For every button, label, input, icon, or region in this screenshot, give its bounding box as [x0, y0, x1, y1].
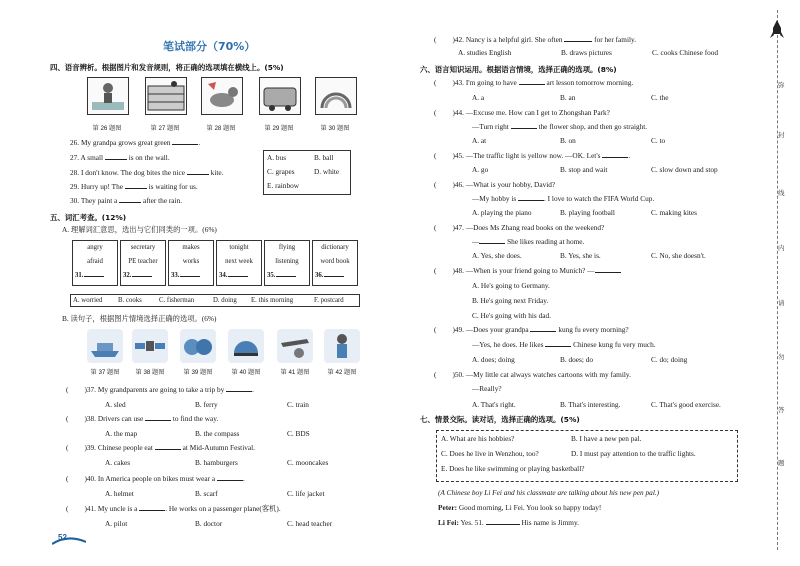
answer-blank[interactable]	[145, 420, 171, 421]
question-50: ( )50. —My little cat always watches cartoons with my family.	[434, 370, 631, 379]
wall-icon	[146, 78, 186, 114]
q46-option-a[interactable]: A. playing the piano	[472, 208, 532, 217]
q49-option-c[interactable]: C. do; doing	[651, 355, 688, 364]
q37-option-a[interactable]: A. sled	[105, 400, 126, 409]
word-bank	[70, 294, 360, 307]
answer-blank[interactable]	[595, 272, 621, 273]
binding-margin-line	[777, 10, 778, 550]
picture-q29	[259, 77, 301, 115]
vocab-group-34: tonight next week 34.	[216, 240, 262, 286]
picture-q30	[315, 77, 357, 115]
dialog-option-b: B. I have a new pen pal.	[571, 434, 642, 443]
question-26: 26. My grandpa grows great green .	[70, 138, 201, 147]
helmet-illustration	[228, 329, 264, 363]
question-30: 30. They paint a after the rain.	[70, 196, 183, 205]
question-44: ( )44. —Excuse me. How can I get to Zhongshan Park?	[434, 108, 610, 117]
vocab-group-32: secretary PE teacher 32.	[120, 240, 166, 286]
q45-option-b[interactable]: B. stop and wait	[560, 165, 608, 174]
question-45: ( )45. —The traffic light is yellow now. —OK. Let's .	[434, 151, 631, 160]
option-d: D. white	[314, 167, 340, 176]
caption-q29: 第 29 题图	[264, 125, 294, 132]
q40-option-c[interactable]: C. life jacket	[287, 489, 325, 498]
section-4-heading: 四、语音辨析。根据图片和发音规则，将正确的选项填在横线上。(5%)	[50, 63, 284, 72]
question-37: ( )37. My grandparents are going to take a trip by .	[66, 385, 254, 394]
q39-option-b[interactable]: B. hamburgers	[195, 458, 238, 467]
answer-blank[interactable]	[545, 346, 571, 347]
answer-blank[interactable]	[132, 276, 152, 277]
answer-blank[interactable]	[84, 276, 104, 277]
page-number: 52	[58, 533, 67, 542]
answer-blank[interactable]	[530, 331, 556, 332]
question-29: 29. Hurry up! The is waiting for us.	[70, 182, 198, 191]
answer-blank[interactable]	[139, 510, 165, 511]
option-c: C. grapes	[267, 167, 295, 176]
question-38: ( )38. Drivers can use to find the way.	[66, 414, 219, 423]
margin-char-1: 弥	[778, 81, 785, 89]
margin-char-8: 题	[778, 459, 785, 467]
answer-blank[interactable]	[276, 276, 296, 277]
caption-q37: 第 37 题图	[90, 369, 120, 376]
satellite-icon	[132, 329, 168, 363]
word-option-c: C. fisherman	[159, 297, 195, 304]
helmet-icon	[228, 329, 264, 363]
q46-option-b[interactable]: B. playing football	[560, 208, 615, 217]
caption-q28: 第 28 题图	[206, 125, 236, 132]
picture-q26	[87, 77, 129, 115]
right-page	[400, 0, 800, 566]
dog-icon	[202, 78, 242, 114]
answer-blank[interactable]	[217, 480, 243, 481]
q50-option-c[interactable]: C. That's good exercise.	[651, 400, 721, 409]
answer-blank[interactable]	[479, 243, 505, 244]
rocket-icon	[770, 20, 784, 40]
q39-option-c[interactable]: C. mooncakes	[287, 458, 329, 467]
q45-option-a[interactable]: A. go	[472, 165, 489, 174]
question-40: ( )40. In America people on bikes must wear a .	[66, 474, 245, 483]
margin-char-6: 勿	[778, 353, 785, 361]
part-b-heading: B. 读句子，根据图片情境选择正确的选项。(6%)	[62, 314, 217, 323]
q37-option-c[interactable]: C. train	[287, 400, 309, 409]
q39-option-a[interactable]: A. cakes	[105, 458, 131, 467]
q47-option-a[interactable]: A. Yes, she does.	[472, 251, 522, 260]
answer-blank[interactable]	[155, 449, 181, 450]
page-number-swoosh-icon	[52, 534, 86, 548]
answer-blank[interactable]	[324, 276, 344, 277]
q50-option-b[interactable]: B. That's interesting.	[560, 400, 621, 409]
answer-blank[interactable]	[228, 276, 248, 277]
answer-blank[interactable]	[602, 157, 628, 158]
q49-option-a[interactable]: A. does; doing	[472, 355, 515, 364]
word-option-a: A. worried	[73, 297, 103, 304]
margin-char-7: 答	[778, 406, 785, 414]
q37-option-b[interactable]: B. ferry	[195, 400, 218, 409]
caption-q26: 第 26 题图	[92, 125, 122, 132]
margin-char-2: 封	[778, 131, 785, 139]
answer-blank[interactable]	[511, 128, 537, 129]
cooking-girl-icon	[324, 329, 360, 363]
q44-option-a[interactable]: A. at	[472, 136, 487, 145]
caption-q39: 第 39 题图	[183, 369, 213, 376]
q40-option-b[interactable]: B. scarf	[195, 489, 218, 498]
vocab-group-35: flying listening 35.	[264, 240, 310, 286]
vocab-group-36: dictionary word book 36.	[312, 240, 358, 286]
question-39: ( )39. Chinese people eat at Mid-Autumn Festival.	[66, 443, 255, 452]
margin-char-3: 线	[778, 189, 785, 197]
pilot-icon	[277, 329, 313, 363]
answer-blank[interactable]	[180, 276, 200, 277]
q42-option-a[interactable]: A. studies English	[458, 48, 512, 57]
mooncakes-icon	[180, 329, 216, 363]
dialog-line-lifei: Li Fei: Yes. 51. His name is Jimmy.	[438, 518, 579, 527]
caption-q40: 第 40 题图	[231, 369, 261, 376]
part-a-heading: A. 理解词汇意思，选出与它们同类的一项。(6%)	[62, 225, 217, 234]
picture-q27	[145, 77, 187, 115]
question-47-reply: — She likes reading at home.	[472, 237, 585, 246]
question-44-reply: —Turn right the flower shop, and then go straight.	[472, 122, 648, 131]
vocab-group-33: makes works 33.	[168, 240, 214, 286]
word-option-d: D. doing	[213, 297, 237, 304]
q47-option-c[interactable]: C. No, she doesn't.	[651, 251, 706, 260]
q42-option-b[interactable]: B. draws pictures	[561, 48, 612, 57]
question-42: ( )42. Nancy is a helpful girl. She often for her family.	[434, 35, 637, 44]
question-47: ( )47. —Does Ms Zhang read books on the weekend?	[434, 223, 605, 232]
ferry-illustration	[87, 329, 123, 363]
caption-q42: 第 42 题图	[327, 369, 357, 376]
question-46: ( )46. —What is your hobby, David?	[434, 180, 556, 189]
q44-option-b[interactable]: B. on	[560, 136, 576, 145]
answer-blank[interactable]	[125, 188, 147, 189]
answer-blank[interactable]	[486, 524, 520, 525]
option-e: E. rainbow	[267, 181, 300, 190]
caption-q38: 第 38 题图	[135, 369, 165, 376]
section-5-heading: 五、词汇考查。(12%)	[50, 213, 127, 222]
cooking-illustration	[324, 329, 360, 363]
q38-option-b[interactable]: B. the compass	[195, 429, 240, 438]
answer-blank[interactable]	[172, 144, 198, 145]
caption-q41: 第 41 题图	[280, 369, 310, 376]
rainbow-painting-icon	[316, 78, 356, 114]
word-option-e: E. this morning	[251, 297, 294, 304]
pilot-illustration	[277, 329, 313, 363]
q43-option-c[interactable]: C. the	[651, 93, 669, 102]
caption-q27: 第 27 题图	[150, 125, 180, 132]
answer-blank[interactable]	[518, 200, 544, 201]
question-49: ( )49. —Does your grandpa kung fu every morning?	[434, 325, 629, 334]
question-28: 28. I don't know. The dog bites the nice kite.	[70, 168, 224, 177]
answer-blank[interactable]	[119, 202, 141, 203]
q43-option-b[interactable]: B. an	[560, 93, 576, 102]
q47-option-b[interactable]: B. Yes, she is.	[560, 251, 601, 260]
dialog-option-a: A. What are his hobbies?	[441, 434, 515, 443]
mooncakes-illustration	[180, 329, 216, 363]
q38-option-c[interactable]: C. BDS	[287, 429, 310, 438]
q48-option-b[interactable]: B. He's going next Friday.	[472, 296, 549, 305]
q48-option-c[interactable]: C. He's going with his dad.	[472, 311, 551, 320]
dialog-line-peter: Peter: Good morning, Li Fei. You look so happy today!	[438, 503, 602, 512]
q49-option-b[interactable]: B. does; do	[560, 355, 594, 364]
q43-option-a[interactable]: A. a	[472, 93, 485, 102]
question-43: ( )43. I'm going to have art lesson tomorrow morning.	[434, 78, 634, 87]
picture-q28	[201, 77, 243, 115]
dialog-options-box	[436, 430, 738, 482]
question-49-reply: —Yes, he does. He likes Chinese kung fu very much.	[472, 340, 656, 349]
question-50-reply: —Really?	[472, 384, 502, 393]
answer-blank[interactable]	[105, 159, 127, 160]
question-48: ( )48. —When is your friend going to Munich? —	[434, 266, 621, 275]
margin-char-4: 内	[778, 244, 785, 252]
dialog-context: (A Chinese boy Li Fei and his classmate are talking about his new pen pal.)	[438, 488, 660, 497]
dialog-option-c: C. Does he live in Wenzhou, too?	[441, 449, 539, 458]
section-6-heading: 六、语言知识运用。根据语言情境，选择正确的选项。(8%)	[420, 65, 617, 74]
grandpa-garden-icon	[88, 78, 128, 114]
dialog-option-d: D. I must pay attention to the traffic lights.	[571, 449, 696, 458]
word-option-f: F. postcard	[314, 297, 344, 304]
q41-option-a[interactable]: A. pilot	[105, 519, 128, 528]
vocab-group-31: angry afraid 31.	[72, 240, 118, 286]
question-27: 27. A small is on the wall.	[70, 153, 170, 162]
q40-option-a[interactable]: A. helmet	[105, 489, 134, 498]
q50-option-a[interactable]: A. That's right.	[472, 400, 516, 409]
q42-option-c[interactable]: C. cooks Chinese food	[652, 48, 719, 57]
question-41: ( )41. My uncle is a . He works on a passenger plane(客机).	[66, 504, 281, 513]
answer-blank[interactable]	[187, 174, 209, 175]
q38-option-a[interactable]: A. the map	[105, 429, 138, 438]
dialog-option-e: E. Does he like swimming or playing basketball?	[441, 464, 585, 473]
ferry-icon	[87, 329, 123, 363]
bus-stop-icon	[260, 78, 300, 114]
option-b: B. ball	[314, 153, 334, 162]
satellite-illustration	[132, 329, 168, 363]
q41-option-c[interactable]: C. head teacher	[287, 519, 333, 528]
q48-option-a[interactable]: A. He's going to Germany.	[472, 281, 550, 290]
answer-blank[interactable]	[519, 84, 545, 85]
q45-option-c[interactable]: C. slow down and stop	[651, 165, 718, 174]
answer-blank[interactable]	[564, 41, 592, 42]
q44-option-c[interactable]: C. to	[651, 136, 666, 145]
question-46-reply: —My hobby is . I love to watch the FIFA World Cup.	[472, 194, 655, 203]
phonics-options-box	[263, 150, 351, 195]
q46-option-c[interactable]: C. making kites	[651, 208, 698, 217]
answer-blank[interactable]	[226, 391, 252, 392]
word-option-b: B. cooks	[118, 297, 142, 304]
q41-option-b[interactable]: B. doctor	[195, 519, 223, 528]
margin-char-5: 请	[778, 299, 785, 307]
section-title: 笔试部分（70%）	[163, 40, 256, 53]
section-7-heading: 七、情景交际。读对话，选择正确的选项。(5%)	[420, 415, 580, 424]
option-a: A. bus	[267, 153, 287, 162]
caption-q30: 第 30 题图	[320, 125, 350, 132]
